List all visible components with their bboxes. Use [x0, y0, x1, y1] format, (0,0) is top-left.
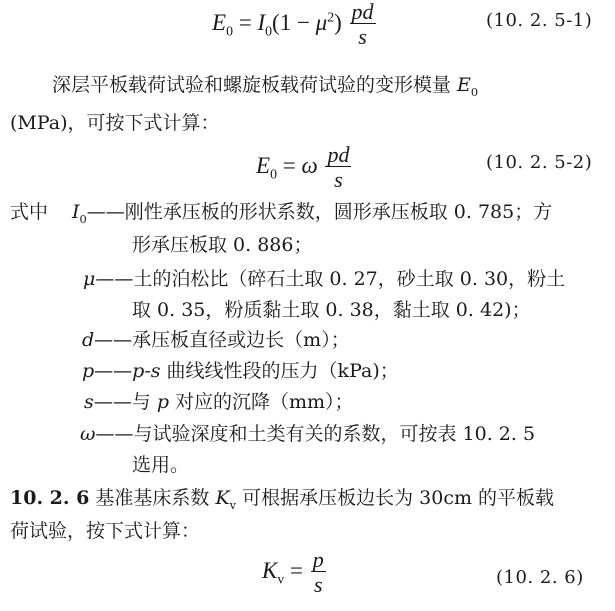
def-p-symbol: p [82, 360, 95, 382]
eq3-denominator: s [311, 571, 326, 597]
def-i0-line-2: 形承压板取 0. 886； [132, 234, 313, 256]
eq2-lhs: E [256, 152, 271, 178]
eq1-paren-close: ) [334, 9, 342, 35]
eq3-equals: = [284, 557, 309, 583]
def-i0-sub: 0 [79, 211, 87, 226]
eq2-numerator: pd [327, 142, 350, 167]
eq2-omega: ω [301, 152, 318, 178]
def-p-line [82, 362, 399, 381]
def-s-p: p [156, 391, 169, 413]
equation-10-2-5-1 [212, 0, 378, 49]
section-k-sub: v [229, 497, 237, 512]
def-i0-line-1 [72, 203, 552, 225]
eq1-numerator: pd [351, 0, 374, 24]
def-omega-symbol: ω [80, 423, 96, 445]
def-s-symbol: s [84, 391, 94, 413]
eq2-equals: = [276, 152, 302, 178]
section-10-2-6-line-2: 荷试验，按下式计算： [10, 520, 201, 542]
section-text-a: 基准基床系数 [89, 487, 216, 509]
equation-number-1: (10. 2. 5-1) [486, 10, 593, 31]
equation-10-2-5-2 [256, 143, 353, 192]
intro-e-sub: 0 [470, 84, 479, 99]
eq1-lhs-sub: 0 [226, 23, 233, 39]
eq3-lhs-sub: v [277, 571, 285, 587]
eq2-lhs-sub: 0 [270, 166, 277, 182]
def-omega-text-1: ——与试验深度和土类有关的系数，可按表 10. 2. 5 [95, 423, 536, 445]
def-s-text-b: 对应的沉降（mm）； [168, 391, 354, 413]
equation-number-2: (10. 2. 5-2) [486, 152, 593, 173]
def-d-symbol: d [82, 329, 95, 351]
eq1-i: I [257, 9, 266, 35]
section-text-b: 可根据承压板边长为 30cm 的平板载 [236, 487, 555, 509]
eq3-fraction [311, 548, 326, 597]
intro-line-1 [52, 76, 478, 98]
intro-line-2: (MPa)，可按下式计算： [10, 112, 220, 134]
section-10-2-6-line-1 [10, 489, 554, 511]
def-mu-symbol: μ [83, 268, 96, 290]
def-s-line [84, 393, 354, 412]
def-s-text-a: ——与 [93, 391, 157, 413]
eq1-denominator: s [350, 23, 376, 49]
eq1-mu-sup: 2 [327, 9, 335, 25]
def-omega-line-1 [80, 425, 535, 444]
intro-text: 深层平板载荷试验和螺旋板载荷试验的变形模量 [52, 74, 458, 96]
eq2-fraction [325, 143, 351, 192]
def-mu-text-1: ——土的泊松比（碎石土取 0. 27，砂土取 0. 30，粉土 [95, 268, 566, 290]
def-d-text: ——承压板直径或边长（m）； [94, 329, 350, 351]
def-p-text: 曲线线性段的压力（kPa)； [160, 360, 399, 382]
eq3-numerator: p [312, 547, 324, 572]
eq1-lhs: E [212, 9, 227, 35]
equation-10-2-6 [262, 548, 328, 597]
def-p-ps: p-s [132, 360, 161, 382]
eq1-fraction [350, 0, 376, 49]
eq1-paren-open: (1 − [272, 9, 316, 35]
def-mu-line-2: 取 0. 35，粉质黏土取 0. 38，黏土取 0. 42)； [132, 299, 531, 321]
where-label: 式中 [10, 201, 49, 223]
def-d-line [82, 331, 350, 350]
eq3-lhs: K [262, 557, 278, 583]
def-p-dash: —— [94, 360, 133, 382]
eq2-denominator: s [325, 166, 351, 192]
def-omega-line-2: 选用。 [132, 454, 190, 476]
equation-number-3: (10. 2. 6) [496, 567, 584, 588]
eq1-i-sub: 0 [265, 23, 273, 39]
def-mu-line-1 [83, 270, 565, 289]
eq1-equals: = [232, 9, 258, 35]
section-number: 10. 2. 6 [10, 487, 90, 509]
def-i0-text-1: ——刚性承压板的形状系数，圆形承压板取 0. 785；方 [86, 201, 553, 223]
intro-e-symbol: E [457, 74, 471, 96]
section-k-symbol: K [215, 487, 230, 509]
def-i0-symbol: I [72, 201, 80, 223]
eq1-mu: μ [315, 9, 328, 35]
